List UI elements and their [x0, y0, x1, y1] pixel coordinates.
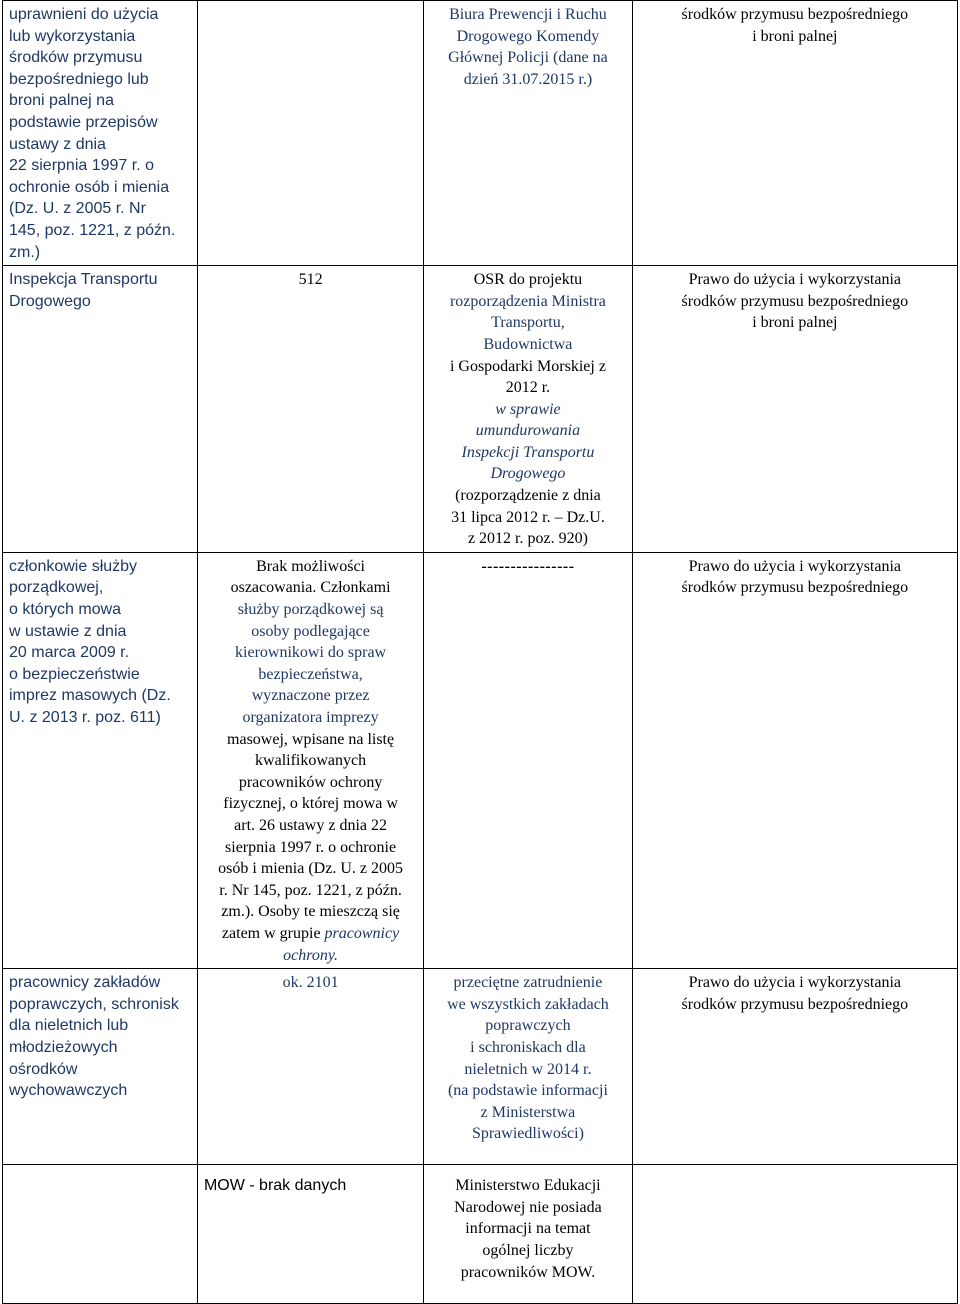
source-cell [424, 266, 633, 553]
source-cell [424, 969, 633, 1165]
text-line: umundurowania [475, 422, 581, 440]
text-line: Prawo do użycia i wykorzystania [688, 557, 902, 575]
text-line: lub wykorzystania [9, 27, 136, 45]
text-line: 20 marca 2009 r. [9, 644, 130, 662]
text-line: nieletnich w 2014 r. [464, 1060, 592, 1078]
text-line: służby porządkowej są [237, 601, 384, 619]
count-cell [197, 969, 423, 1165]
dash-placeholder: ---------------- [481, 557, 575, 575]
text-line: 22 sierpnia 1997 r. o [9, 157, 154, 175]
text-line: podstawie przepisów [9, 113, 158, 131]
text-line: sierpnia 1997 r. o ochronie [225, 838, 397, 856]
text-line: ochrony. [283, 946, 339, 964]
entity-cell [3, 969, 198, 1165]
text-line: przeciętne zatrudnienie [453, 974, 603, 992]
text-line: Prawo do użycia i wykorzystania [688, 974, 902, 992]
text-line: z 2012 r. poz. 920) [467, 530, 588, 548]
text-line: we wszystkich zakładach [447, 995, 609, 1013]
text-line: ochronie osób i mienia [9, 178, 170, 196]
text-line: Brak możliwości [256, 557, 365, 575]
table-row [3, 266, 958, 553]
text-line: członkowie służby [9, 557, 138, 575]
text-line: 145, poz. 1221, z późn. [9, 221, 176, 239]
text-line: ośrodków [9, 1060, 78, 1078]
rights-cell [632, 266, 957, 553]
entity-cell [3, 1, 198, 266]
text-line: Budownictwa [483, 335, 573, 353]
rights-cell [632, 1, 957, 266]
text-line: Drogowego [490, 465, 566, 483]
rights-cell [632, 552, 957, 968]
text-line: dzień 31.07.2015 r.) [463, 70, 593, 88]
text-line: r. Nr 145, poz. 1221, z późn. [219, 881, 402, 899]
text-line: Biura Prewencji i Ruchu [449, 6, 607, 23]
table-row [3, 1165, 958, 1304]
text-line: kwalifikowanych [255, 752, 367, 770]
text-line: i Gospodarki Morskiej z [449, 357, 606, 375]
text-line: Inspekcji Transportu [461, 443, 595, 461]
text-line: (na podstawie informacji [447, 1082, 608, 1100]
text-line: wychowawczych [9, 1082, 128, 1100]
text-line: informacji na temat [465, 1220, 591, 1238]
text-line: pracownicy zakładów [9, 974, 161, 992]
text-line: kierownikowi do spraw [235, 644, 387, 662]
text-line: i broni palnej [752, 27, 838, 45]
text-line: środków przymusu bezpośredniego [681, 579, 909, 597]
text-line: 31 lipca 2012 r. – Dz.U. [451, 508, 605, 526]
table-row [3, 1, 958, 266]
text-line: rozporządzenia Ministra [449, 292, 606, 310]
text-line: bezpośredniego lub [9, 70, 149, 88]
rights-cell [632, 969, 957, 1165]
count-cell [197, 266, 423, 553]
source-cell [424, 552, 633, 968]
text-line: o których mowa [9, 601, 122, 619]
text-line: Transportu, [491, 314, 565, 332]
text-line: w sprawie [495, 400, 561, 418]
text-line: Inspekcja Transportu [9, 271, 158, 289]
text-line: Narodowej nie posiada [454, 1198, 602, 1216]
count-value: 512 [298, 271, 323, 289]
text-line: broni palnej na [9, 92, 114, 110]
text-line: poprawczych [485, 1017, 571, 1035]
text-line [204, 923, 417, 945]
rights-cell [632, 1165, 957, 1304]
entity-cell [3, 266, 198, 553]
entity-cell [3, 1165, 198, 1304]
text-line: środków przymusu bezpośredniego [681, 995, 909, 1013]
text-line: środków przymusu bezpośredniego [681, 6, 909, 23]
text-line: uprawnieni do użycia [9, 6, 159, 23]
text-line: dla nieletnich lub [9, 1017, 129, 1035]
text-line: z Ministerstwa [480, 1103, 576, 1121]
text-fragment: zatem w grupie [221, 924, 321, 942]
text-line: w ustawie z dnia [9, 622, 127, 640]
text-line: i schroniskach dla [470, 1038, 586, 1056]
text-line: imprez masowych (Dz. [9, 687, 171, 705]
italic-fragment: pracownicy [324, 924, 400, 942]
text-line: (Dz. U. z 2005 r. Nr [9, 200, 146, 218]
document-table [2, 0, 958, 1304]
text-line: Prawo do użycia i wykorzystania [688, 271, 902, 289]
text-line: Ministerstwo Edukacji [455, 1177, 601, 1195]
source-cell [424, 1165, 633, 1304]
text-line: Sprawiedliwości) [471, 1125, 584, 1143]
count-value: MOW - brak danych [203, 1177, 347, 1195]
text-line: masowej, wpisane na listę [227, 730, 395, 748]
count-cell [197, 1, 423, 266]
text-line: środków przymusu [9, 49, 143, 67]
text-line: i broni palnej [752, 314, 838, 332]
text-line: Drogowego Komendy [456, 27, 600, 45]
text-line: wyznaczone przez [251, 687, 370, 705]
text-line: oszacowania. Członkami [230, 579, 391, 597]
table-row [3, 969, 958, 1165]
text-line: osoby podlegające [251, 622, 370, 640]
text-line: pracowników ochrony [238, 773, 383, 791]
text-line: U. z 2013 r. poz. 611) [9, 709, 161, 726]
text-line: bezpieczeństwa, [258, 665, 363, 683]
entity-cell [3, 552, 198, 968]
text-line: Głównej Policji (dane na [448, 49, 608, 67]
text-line: zm.) [9, 243, 41, 261]
text-line: ogólnej liczby [482, 1241, 574, 1259]
text-line: poprawczych, schronisk [9, 995, 179, 1013]
text-line: art. 26 ustawy z dnia 22 [234, 816, 387, 834]
count-cell [197, 1165, 423, 1304]
text-line: organizatora imprezy [242, 709, 379, 726]
text-line: 2012 r. [505, 379, 551, 397]
count-cell [197, 552, 423, 968]
text-line: Drogowego [9, 292, 91, 310]
text-line: osób i mienia (Dz. U. z 2005 [218, 860, 403, 878]
count-value: ok. 2101 [282, 974, 339, 992]
text-line: o bezpieczeństwie [9, 665, 140, 683]
text-line: fizycznej, o której mowa w [223, 795, 398, 813]
text-line: zm.). Osoby te mieszczą się [221, 903, 400, 921]
text-line: pracowników MOW. [460, 1263, 596, 1281]
source-cell [424, 1, 633, 266]
text-line: środków przymusu bezpośredniego [681, 292, 909, 310]
text-line: (rozporządzenie z dnia [455, 487, 601, 505]
text-line: porządkowej, [9, 579, 104, 597]
text-line: młodzieżowych [9, 1038, 118, 1056]
text-line: OSR do projektu [473, 271, 583, 289]
table-row [3, 552, 958, 968]
text-line: ustawy z dnia [9, 135, 106, 153]
